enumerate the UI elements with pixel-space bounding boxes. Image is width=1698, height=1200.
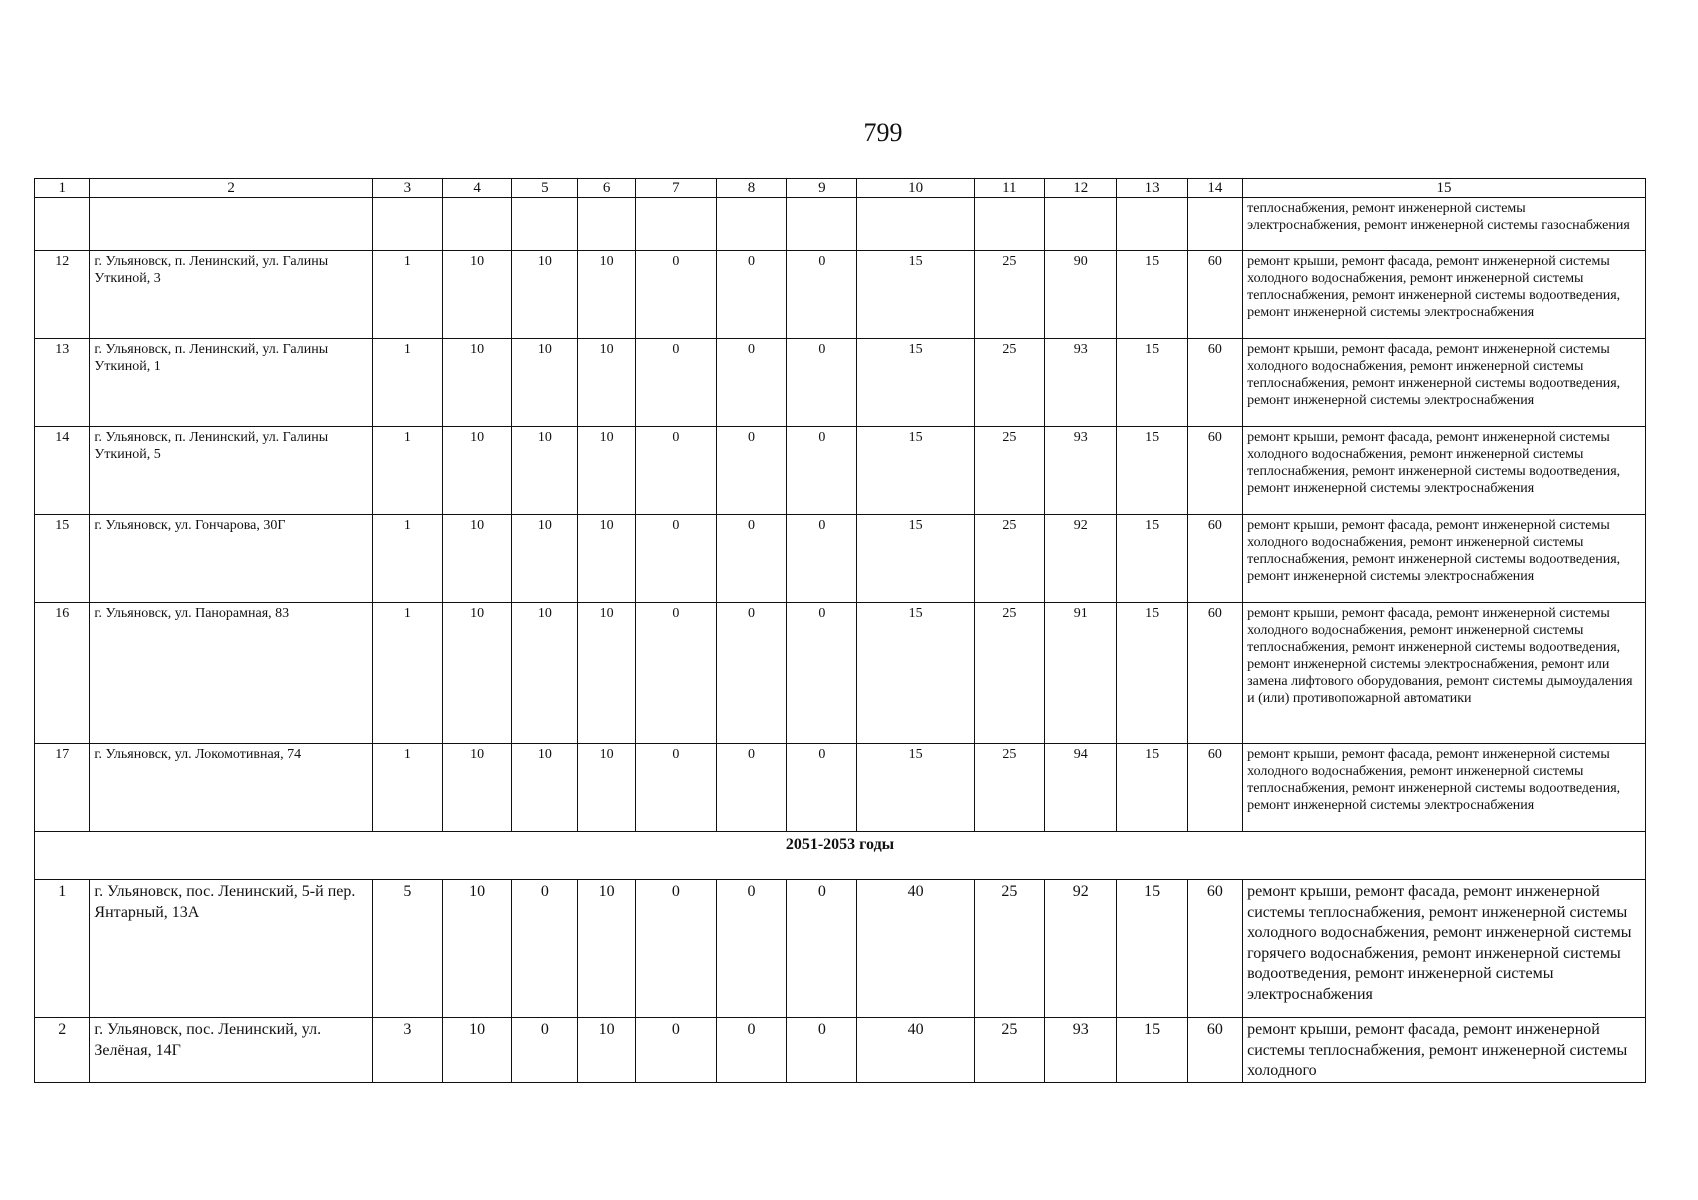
value-cell-c5: 0: [512, 880, 578, 1018]
value-cell-c11: 25: [974, 1018, 1044, 1083]
address-cell: г. Ульяновск, пос. Ленинский, ул. Зелёная, 14Г: [90, 1018, 372, 1083]
value-cell-c3: 1: [372, 251, 442, 339]
value-cell-c8: 0: [716, 744, 786, 832]
value-cell-c3: 5: [372, 880, 442, 1018]
cell: [1187, 198, 1242, 251]
table-row: [35, 515, 1646, 603]
address-cell: г. Ульяновск, ул. Панорамная, 83: [90, 603, 372, 744]
value-cell-c4: 10: [443, 1018, 512, 1083]
value-cell-c9: 0: [787, 744, 857, 832]
value-cell-c3: 3: [372, 1018, 442, 1083]
value-cell-c5: 10: [512, 339, 578, 427]
value-cell-c3: 1: [372, 339, 442, 427]
value-cell-c6: 10: [578, 427, 636, 515]
value-cell-c12: 94: [1044, 744, 1116, 832]
value-cell-c7: 0: [635, 339, 716, 427]
column-header-9: 9: [787, 179, 857, 198]
column-header-11: 11: [974, 179, 1044, 198]
value-cell-c14: 60: [1187, 744, 1242, 832]
housing-repair-table: [34, 178, 1646, 1083]
row-number: 13: [35, 339, 90, 427]
column-header-row: [35, 179, 1646, 198]
row-number: 15: [35, 515, 90, 603]
table-row: [35, 744, 1646, 832]
value-cell-c7: 0: [635, 880, 716, 1018]
row-number: 16: [35, 603, 90, 744]
value-cell-c6: 10: [578, 1018, 636, 1083]
works-cell: ремонт крыши, ремонт фасада, ремонт инженерной системы холодного водоснабжения, ремонт инженерной системы теплоснабжения, ремонт инженерной системы водоотведения, ремонт инженерной системы электроснабжения: [1243, 251, 1646, 339]
column-header-3: 3: [372, 179, 442, 198]
cell: [1044, 198, 1116, 251]
value-cell-c9: 0: [787, 515, 857, 603]
table-row: [35, 1018, 1646, 1083]
value-cell-c14: 60: [1187, 515, 1242, 603]
column-header-13: 13: [1117, 179, 1187, 198]
value-cell-c14: 60: [1187, 880, 1242, 1018]
works-cell: ремонт крыши, ремонт фасада, ремонт инженерной системы холодного водоснабжения, ремонт инженерной системы теплоснабжения, ремонт инженерной системы водоотведения, ремонт инженерной системы электроснабжения, ремонт или замена лифтового оборудования, ремонт системы дымоудаления и (или) противопожарной автоматики: [1243, 603, 1646, 744]
value-cell-c4: 10: [443, 744, 512, 832]
cell: [974, 198, 1044, 251]
value-cell-c13: 15: [1117, 603, 1187, 744]
value-cell-c10: 15: [857, 251, 974, 339]
value-cell-c5: 10: [512, 427, 578, 515]
value-cell-c3: 1: [372, 515, 442, 603]
value-cell-c12: 90: [1044, 251, 1116, 339]
cell: [443, 198, 512, 251]
value-cell-c12: 92: [1044, 515, 1116, 603]
value-cell-c10: 15: [857, 603, 974, 744]
column-header-12: 12: [1044, 179, 1116, 198]
column-header-10: 10: [857, 179, 974, 198]
value-cell-c13: 15: [1117, 744, 1187, 832]
value-cell-c14: 60: [1187, 251, 1242, 339]
value-cell-c6: 10: [578, 515, 636, 603]
row-number: 14: [35, 427, 90, 515]
section-title: 2051-2053 годы: [35, 832, 1646, 880]
value-cell-c7: 0: [635, 1018, 716, 1083]
value-cell-c6: 10: [578, 339, 636, 427]
value-cell-c14: 60: [1187, 427, 1242, 515]
table-row: [35, 603, 1646, 744]
value-cell-c7: 0: [635, 744, 716, 832]
row-number: 12: [35, 251, 90, 339]
value-cell-c4: 10: [443, 427, 512, 515]
value-cell-c8: 0: [716, 339, 786, 427]
value-cell-c8: 0: [716, 427, 786, 515]
cell: [635, 198, 716, 251]
column-header-1: 1: [35, 179, 90, 198]
value-cell-c13: 15: [1117, 880, 1187, 1018]
column-header-4: 4: [443, 179, 512, 198]
value-cell-c3: 1: [372, 744, 442, 832]
value-cell-c11: 25: [974, 603, 1044, 744]
value-cell-c9: 0: [787, 427, 857, 515]
works-cell: ремонт крыши, ремонт фасада, ремонт инженерной системы холодного водоснабжения, ремонт инженерной системы теплоснабжения, ремонт инженерной системы водоотведения, ремонт инженерной системы электроснабжения: [1243, 744, 1646, 832]
value-cell-c10: 15: [857, 744, 974, 832]
value-cell-c4: 10: [443, 603, 512, 744]
works-cell: ремонт крыши, ремонт фасада, ремонт инженерной системы холодного водоснабжения, ремонт инженерной системы теплоснабжения, ремонт инженерной системы водоотведения, ремонт инженерной системы электроснабжения: [1243, 339, 1646, 427]
value-cell-c11: 25: [974, 427, 1044, 515]
value-cell-c14: 60: [1187, 1018, 1242, 1083]
value-cell-c7: 0: [635, 251, 716, 339]
works-cell: ремонт крыши, ремонт фасада, ремонт инженерной системы теплоснабжения, ремонт инженерной системы холодного водоснабжения, ремонт инженерной системы горячего водоснабжения, ремонт инженерной системы водоотведения, ремонт инженерной системы электроснабжения: [1243, 880, 1646, 1018]
value-cell-c4: 10: [443, 339, 512, 427]
works-cell: ремонт крыши, ремонт фасада, ремонт инженерной системы холодного водоснабжения, ремонт инженерной системы теплоснабжения, ремонт инженерной системы водоотведения, ремонт инженерной системы электроснабжения: [1243, 515, 1646, 603]
value-cell-c9: 0: [787, 1018, 857, 1083]
cell: [90, 198, 372, 251]
row-number: 17: [35, 744, 90, 832]
value-cell-c10: 15: [857, 339, 974, 427]
value-cell-c11: 25: [974, 744, 1044, 832]
cell: [35, 198, 90, 251]
cell: [787, 198, 857, 251]
column-header-5: 5: [512, 179, 578, 198]
value-cell-c13: 15: [1117, 427, 1187, 515]
table-row: [35, 251, 1646, 339]
value-cell-c4: 10: [443, 880, 512, 1018]
column-header-15: 15: [1243, 179, 1646, 198]
cell: [716, 198, 786, 251]
row-number: 2: [35, 1018, 90, 1083]
value-cell-c4: 10: [443, 251, 512, 339]
value-cell-c8: 0: [716, 251, 786, 339]
value-cell-c9: 0: [787, 603, 857, 744]
value-cell-c3: 1: [372, 603, 442, 744]
cell: [578, 198, 636, 251]
value-cell-c4: 10: [443, 515, 512, 603]
value-cell-c3: 1: [372, 427, 442, 515]
value-cell-c14: 60: [1187, 603, 1242, 744]
value-cell-c9: 0: [787, 251, 857, 339]
value-cell-c6: 10: [578, 744, 636, 832]
value-cell-c12: 91: [1044, 603, 1116, 744]
column-header-6: 6: [578, 179, 636, 198]
table-row: [35, 880, 1646, 1018]
address-cell: г. Ульяновск, п. Ленинский, ул. Галины Уткиной, 1: [90, 339, 372, 427]
address-cell: г. Ульяновск, пос. Ленинский, 5-й пер. Янтарный, 13А: [90, 880, 372, 1018]
works-cell: ремонт крыши, ремонт фасада, ремонт инженерной системы теплоснабжения, ремонт инженерной системы холодного: [1243, 1018, 1646, 1083]
page-number: 799: [863, 118, 903, 147]
cell: [1117, 198, 1187, 251]
value-cell-c13: 15: [1117, 1018, 1187, 1083]
table-row: [35, 339, 1646, 427]
value-cell-c10: 15: [857, 515, 974, 603]
value-cell-c7: 0: [635, 427, 716, 515]
value-cell-c11: 25: [974, 515, 1044, 603]
value-cell-c13: 15: [1117, 339, 1187, 427]
value-cell-c8: 0: [716, 1018, 786, 1083]
value-cell-c6: 10: [578, 880, 636, 1018]
value-cell-c5: 10: [512, 251, 578, 339]
column-header-2: 2: [90, 179, 372, 198]
value-cell-c10: 15: [857, 427, 974, 515]
value-cell-c6: 10: [578, 603, 636, 744]
address-cell: г. Ульяновск, п. Ленинский, ул. Галины Уткиной, 3: [90, 251, 372, 339]
value-cell-c8: 0: [716, 603, 786, 744]
address-cell: г. Ульяновск, ул. Локомотивная, 74: [90, 744, 372, 832]
value-cell-c5: 10: [512, 603, 578, 744]
cell: [372, 198, 442, 251]
table-row: [35, 427, 1646, 515]
value-cell-c12: 93: [1044, 339, 1116, 427]
address-cell: г. Ульяновск, п. Ленинский, ул. Галины Уткиной, 5: [90, 427, 372, 515]
value-cell-c13: 15: [1117, 515, 1187, 603]
section-header-row: [35, 832, 1646, 880]
column-header-14: 14: [1187, 179, 1242, 198]
works-cell: ремонт крыши, ремонт фасада, ремонт инженерной системы холодного водоснабжения, ремонт инженерной системы теплоснабжения, ремонт инженерной системы водоотведения, ремонт инженерной системы электроснабжения: [1243, 427, 1646, 515]
value-cell-c12: 93: [1044, 427, 1116, 515]
value-cell-c5: 0: [512, 1018, 578, 1083]
value-cell-c13: 15: [1117, 251, 1187, 339]
value-cell-c11: 25: [974, 880, 1044, 1018]
value-cell-c11: 25: [974, 339, 1044, 427]
row-number: 1: [35, 880, 90, 1018]
value-cell-c7: 0: [635, 515, 716, 603]
value-cell-c12: 93: [1044, 1018, 1116, 1083]
value-cell-c7: 0: [635, 603, 716, 744]
continuation-row: [35, 198, 1646, 251]
value-cell-c11: 25: [974, 251, 1044, 339]
value-cell-c6: 10: [578, 251, 636, 339]
value-cell-c5: 10: [512, 744, 578, 832]
value-cell-c8: 0: [716, 515, 786, 603]
column-header-7: 7: [635, 179, 716, 198]
value-cell-c5: 10: [512, 515, 578, 603]
value-cell-c10: 40: [857, 1018, 974, 1083]
value-cell-c10: 40: [857, 880, 974, 1018]
value-cell-c8: 0: [716, 880, 786, 1018]
value-cell-c9: 0: [787, 880, 857, 1018]
value-cell-c9: 0: [787, 339, 857, 427]
column-header-8: 8: [716, 179, 786, 198]
value-cell-c12: 92: [1044, 880, 1116, 1018]
address-cell: г. Ульяновск, ул. Гончарова, 30Г: [90, 515, 372, 603]
value-cell-c14: 60: [1187, 339, 1242, 427]
cell: [857, 198, 974, 251]
table-body: [35, 179, 1646, 1083]
works-cell: теплоснабжения, ремонт инженерной системы электроснабжения, ремонт инженерной системы газоснабжения: [1243, 198, 1646, 251]
cell: [512, 198, 578, 251]
